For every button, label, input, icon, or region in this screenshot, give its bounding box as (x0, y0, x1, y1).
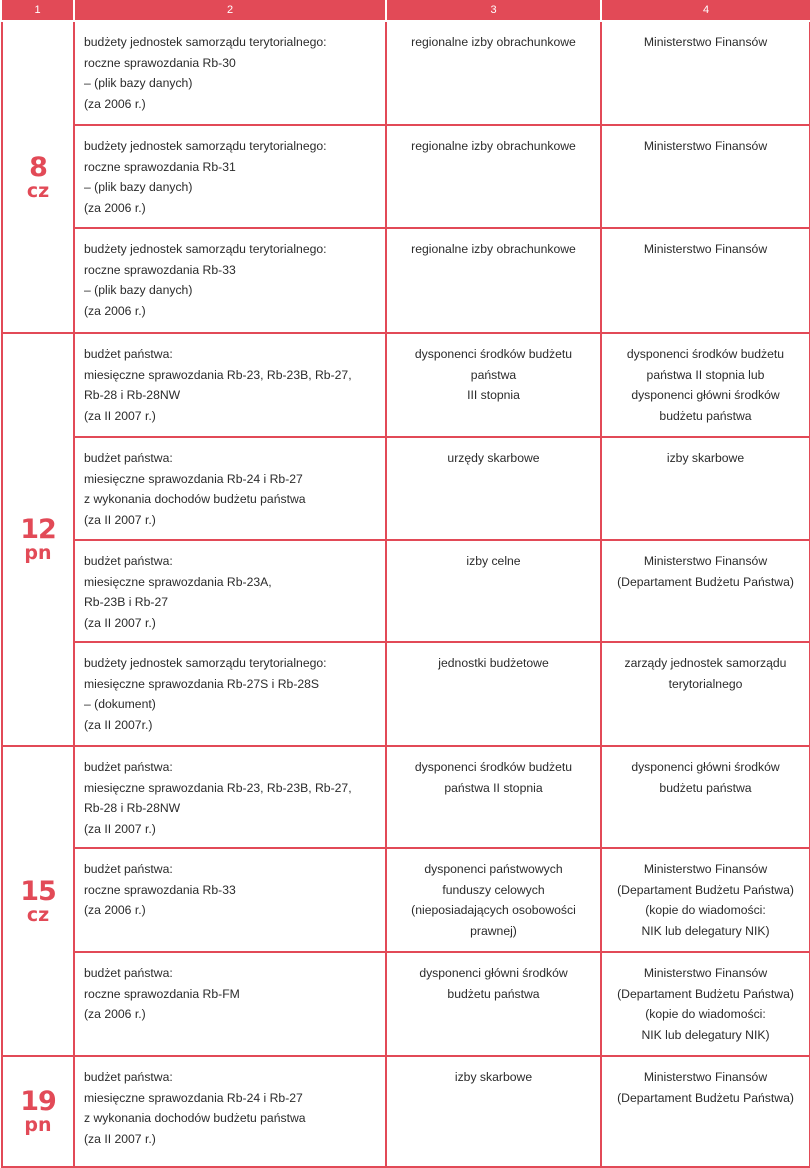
report-description-line: budżety jednostek samorządu terytorialnego: (84, 139, 327, 153)
submitter-line: budżetu państwa (447, 986, 540, 1001)
recipient-cell (601, 952, 810, 1056)
table-row (2, 746, 810, 848)
day-number: 12 (20, 514, 56, 545)
submitter-cell (386, 1056, 601, 1167)
report-description-line: – (plik bazy danych) (84, 76, 193, 90)
submitter-cell (386, 228, 601, 333)
report-description-line: – (plik bazy danych) (84, 180, 193, 194)
submitter-line: dysponenci główni środków (419, 966, 568, 980)
report-description-line: budżety jednostek samorządu terytorialnego: (84, 242, 327, 256)
report-description-line: (za 2006 r.) (84, 1007, 146, 1021)
submitter-line: jednostki budżetowe (438, 656, 549, 670)
weekday-abbrev: pn (24, 1114, 52, 1136)
recipient-line: (Departament Budżetu Państwa) (617, 882, 794, 897)
submitter-line: izby skarbowe (454, 1070, 533, 1084)
report-description-line: z wykonania dochodów budżetu państwa (84, 492, 306, 506)
report-description-cell (74, 125, 386, 228)
day-number: 8 (29, 151, 47, 183)
submitter-line: urzędy skarbowe (447, 451, 540, 465)
recipient-line: budżetu państwa (659, 408, 752, 423)
recipient-line: Ministerstwo Finansów (643, 139, 768, 153)
submitter-line: dysponenci środków budżetu (414, 760, 573, 774)
report-description-line: budżet państwa: (84, 347, 173, 361)
recipient-line: budżetu państwa (659, 780, 752, 795)
recipient-line: Ministerstwo Finansów (643, 1070, 768, 1084)
report-description-line: roczne sprawozdania Rb-33 (84, 262, 236, 277)
table-row (2, 125, 810, 228)
report-description-line: budżety jednostek samorządu terytorialnego: (84, 656, 327, 670)
submitter-cell (386, 848, 601, 952)
table-row (2, 21, 810, 125)
date-cell (2, 746, 74, 1056)
report-description-cell (74, 848, 386, 952)
submitter-line: (nieposiadających osobowości (411, 903, 576, 917)
submitter-line: III stopnia (467, 388, 520, 402)
recipient-line: dysponenci główni środków (631, 388, 780, 402)
table-row (2, 437, 810, 540)
submitter-cell (386, 952, 601, 1056)
recipient-line: państwa II stopnia lub (646, 367, 765, 382)
report-description-line: budżet państwa: (84, 554, 173, 568)
recipient-line: Ministerstwo Finansów (643, 966, 768, 980)
report-description-cell (74, 228, 386, 333)
recipient-line: (Departament Budżetu Państwa) (617, 574, 794, 589)
submitter-cell (386, 333, 601, 437)
recipient-line: zarządy jednostek samorządu (624, 656, 787, 670)
header-col-3: 3 (386, 0, 601, 21)
submitter-line: regionalne izby obrachunkowe (411, 35, 576, 49)
recipient-cell (601, 746, 810, 848)
report-description-line: (za II 2007 r.) (84, 512, 156, 527)
report-description-line: miesięczne sprawozdania Rb-24 i Rb-27 (84, 1090, 303, 1105)
report-description-line: budżet państwa: (84, 451, 173, 465)
date-cell (2, 1056, 74, 1167)
report-description-cell (74, 746, 386, 848)
recipient-cell (601, 333, 810, 437)
report-description-cell (74, 333, 386, 437)
table-row (2, 952, 810, 1056)
report-description-line: (za 2006 r.) (84, 96, 146, 111)
submitter-line: regionalne izby obrachunkowe (411, 242, 576, 256)
report-description-line: (za II 2007r.) (84, 717, 153, 732)
recipient-line: (kopie do wiadomości: (645, 903, 766, 917)
report-description-cell (74, 952, 386, 1056)
weekday-abbrev: pn (24, 542, 52, 564)
header-col-1: 1 (2, 0, 74, 21)
report-description-line: roczne sprawozdania Rb-31 (84, 159, 236, 174)
recipient-line: Ministerstwo Finansów (643, 554, 768, 568)
recipient-line: izby skarbowe (666, 451, 745, 465)
recipient-cell (601, 228, 810, 333)
report-description-line: – (plik bazy danych) (84, 283, 193, 297)
table-row (2, 228, 810, 333)
report-description-line: budżet państwa: (84, 1070, 173, 1084)
report-description-cell (74, 540, 386, 642)
submitter-line: izby celne (466, 554, 521, 568)
report-description-line: roczne sprawozdania Rb-FM (84, 986, 240, 1001)
table-row (2, 642, 810, 746)
recipient-line: (kopie do wiadomości: (645, 1007, 766, 1021)
recipient-cell (601, 642, 810, 746)
submitter-line: regionalne izby obrachunkowe (411, 139, 576, 153)
date-cell (2, 21, 74, 333)
recipient-cell (601, 21, 810, 125)
report-description-line: – (dokument) (84, 697, 156, 711)
submitter-cell (386, 746, 601, 848)
header-row (2, 0, 810, 21)
report-description-line: Rb-23B i Rb-27 (84, 595, 168, 609)
recipient-cell (601, 1056, 810, 1167)
recipient-line: Ministerstwo Finansów (643, 242, 768, 256)
recipient-cell (601, 125, 810, 228)
table-body (2, 21, 810, 1167)
submitter-line: prawnej) (470, 923, 517, 938)
table-row (2, 848, 810, 952)
date-cell (2, 333, 74, 746)
report-description-line: (za II 2007 r.) (84, 408, 156, 423)
report-description-line: miesięczne sprawozdania Rb-24 i Rb-27 (84, 471, 303, 486)
report-description-line: miesięczne sprawozdania Rb-23, Rb-23B, Rb-27, (84, 367, 352, 382)
report-description-line: (za 2006 r.) (84, 903, 146, 917)
report-description-line: (za II 2007 r.) (84, 615, 156, 630)
header-col-4: 4 (601, 0, 810, 21)
report-description-line: Rb-28 i Rb-28NW (84, 388, 181, 402)
report-description-cell (74, 21, 386, 125)
submitter-line: państwa II stopnia (444, 780, 543, 795)
recipient-line: dysponenci środków budżetu (626, 347, 785, 361)
submitter-line: państwa (470, 367, 517, 382)
recipient-line: dysponenci główni środków (631, 760, 780, 774)
weekday-abbrev: cz (26, 179, 50, 202)
report-description-line: roczne sprawozdania Rb-33 (84, 882, 236, 897)
recipient-line: Ministerstwo Finansów (643, 862, 768, 876)
submitter-line: funduszy celowych (442, 882, 545, 897)
report-description-line: roczne sprawozdania Rb-30 (84, 55, 236, 70)
recipient-cell (601, 540, 810, 642)
day-number: 19 (20, 1086, 56, 1117)
header-col-2: 2 (74, 0, 386, 21)
recipient-line: NIK lub delegatury NIK) (641, 923, 770, 938)
submitter-line: dysponenci państwowych (424, 862, 563, 876)
report-description-line: miesięczne sprawozdania Rb-27S i Rb-28S (84, 676, 320, 691)
reporting-schedule-table (1, 0, 810, 1168)
report-description-line: budżet państwa: (84, 760, 173, 774)
report-description-line: Rb-28 i Rb-28NW (84, 801, 181, 815)
table-row (2, 333, 810, 437)
recipient-line: Ministerstwo Finansów (643, 35, 768, 49)
report-description-line: miesięczne sprawozdania Rb-23A, (84, 574, 272, 589)
report-description-line: budżet państwa: (84, 966, 173, 980)
recipient-line: (Departament Budżetu Państwa) (617, 986, 794, 1001)
report-description-line: z wykonania dochodów budżetu państwa (84, 1111, 306, 1125)
report-description-cell (74, 642, 386, 746)
table-row (2, 1056, 810, 1167)
submitter-cell (386, 437, 601, 540)
recipient-line: terytorialnego (668, 676, 743, 691)
report-description-line: (za 2006 r.) (84, 200, 146, 215)
day-number: 15 (20, 875, 56, 907)
recipient-line: NIK lub delegatury NIK) (641, 1027, 770, 1042)
submitter-cell (386, 540, 601, 642)
report-description-line: budżet państwa: (84, 862, 173, 876)
recipient-cell (601, 848, 810, 952)
table-row (2, 540, 810, 642)
recipient-cell (601, 437, 810, 540)
report-description-line: budżety jednostek samorządu terytorialnego: (84, 35, 327, 49)
submitter-cell (386, 21, 601, 125)
report-description-line: (za II 2007 r.) (84, 1131, 156, 1146)
submitter-cell (386, 642, 601, 746)
report-description-line: (za II 2007 r.) (84, 821, 156, 836)
report-description-cell (74, 437, 386, 540)
report-description-cell (74, 1056, 386, 1167)
report-description-line: (za 2006 r.) (84, 303, 146, 318)
report-description-line: miesięczne sprawozdania Rb-23, Rb-23B, Rb-27, (84, 780, 352, 795)
submitter-line: dysponenci środków budżetu (414, 347, 573, 361)
weekday-abbrev: cz (26, 903, 50, 926)
recipient-line: (Departament Budżetu Państwa) (617, 1090, 794, 1105)
submitter-cell (386, 125, 601, 228)
